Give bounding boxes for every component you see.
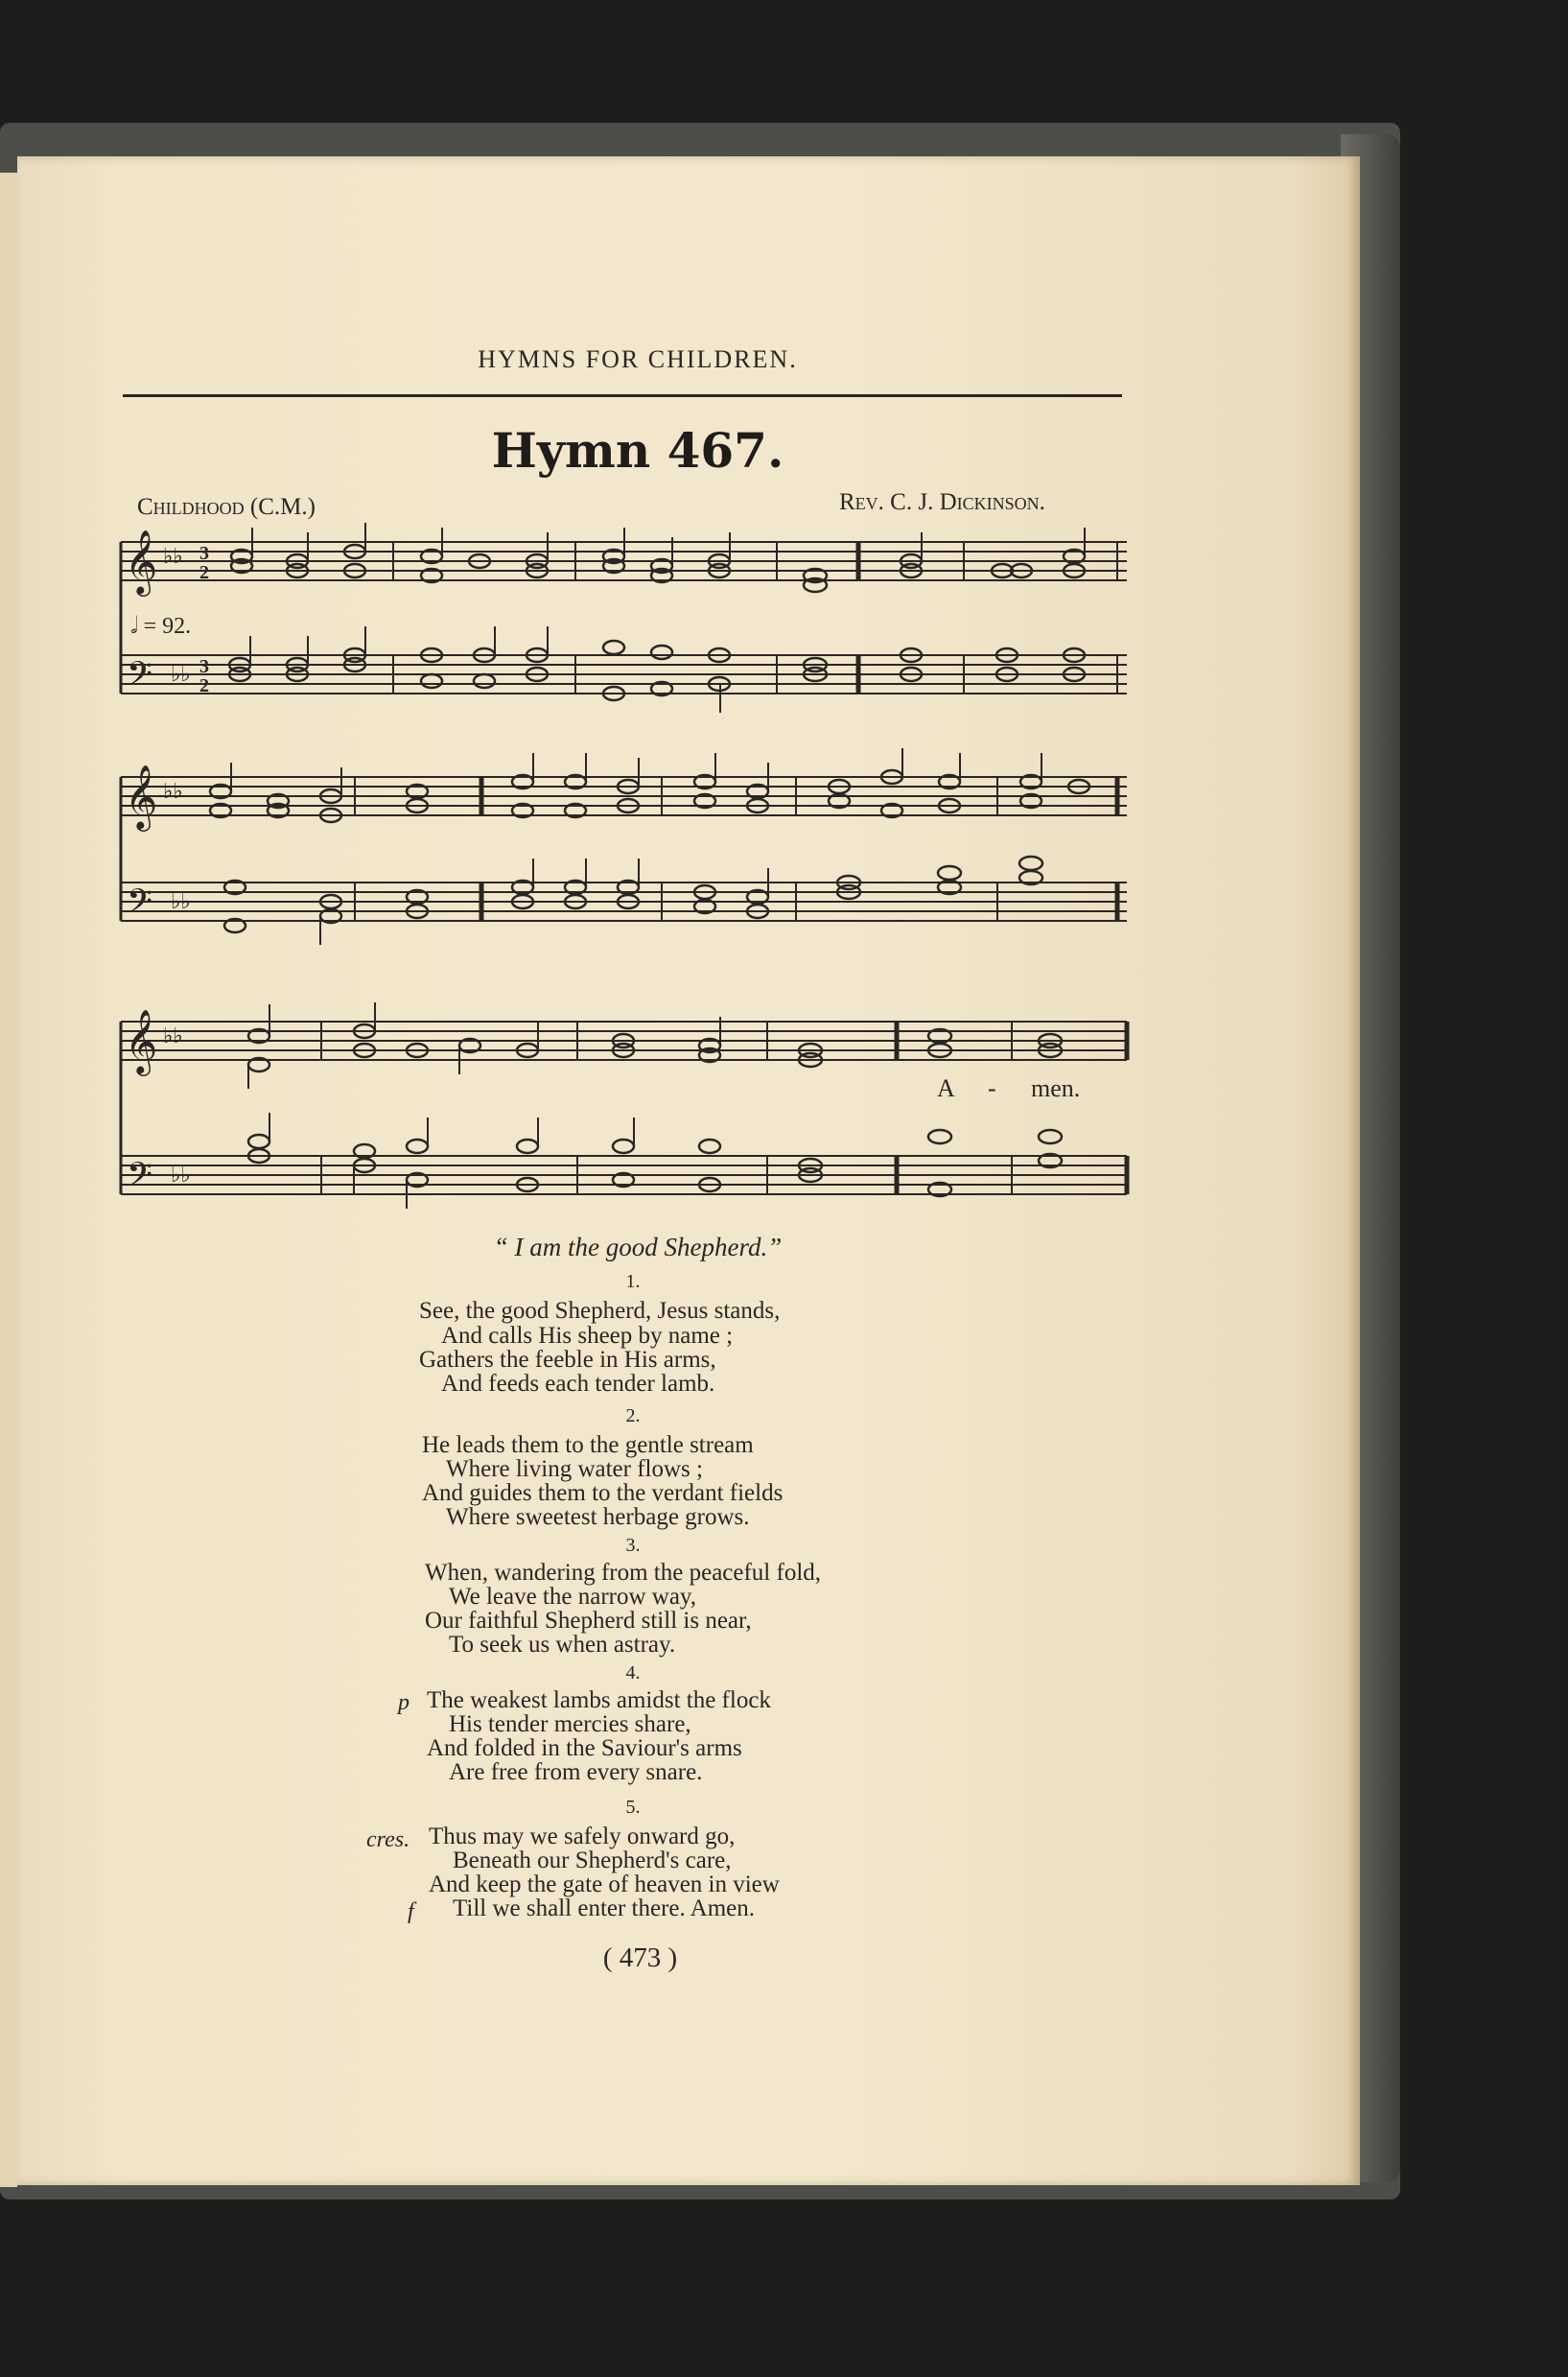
hymn-epigraph: “ I am the good Shepherd.” <box>493 1233 783 1261</box>
music-system-3 <box>115 993 1132 1228</box>
verse-line: His tender mercies share, <box>449 1711 691 1737</box>
verse-number: 1. <box>625 1271 641 1292</box>
verse-line: Are free from every snare. <box>449 1759 703 1785</box>
dynamic-marking: p <box>398 1690 410 1715</box>
verse-number: 4. <box>625 1662 641 1683</box>
svg-text:♭♭: ♭♭ <box>163 1024 183 1047</box>
svg-text:3: 3 <box>199 543 209 564</box>
svg-text:♭♭: ♭♭ <box>171 1163 191 1187</box>
svg-text:𝄞: 𝄞 <box>125 764 158 829</box>
verse-line: The weakest lambs amidst the flock <box>427 1687 771 1713</box>
amen-syllable-men: men. <box>1031 1074 1081 1102</box>
verse-line: Thus may we safely onward go, <box>429 1824 736 1849</box>
verse-line: When, wandering from the peaceful fold, <box>425 1560 822 1586</box>
verse-line: And feeds each tender lamb. <box>441 1371 715 1397</box>
svg-text:𝄞: 𝄞 <box>125 1008 158 1073</box>
composer-credit: Rev. C. J. Dickinson. <box>839 489 1045 515</box>
verse-line: And calls His sheep by name ; <box>441 1323 734 1349</box>
svg-text:♭♭: ♭♭ <box>171 662 191 686</box>
verse-line: See, the good Shepherd, Jesus stands, <box>419 1298 781 1324</box>
amen-syllable-hyphen: - <box>988 1074 996 1102</box>
verse-line: Till we shall enter there. Amen. <box>453 1895 755 1921</box>
header-rule <box>123 394 1122 397</box>
verse-line: To seek us when astray. <box>449 1632 676 1658</box>
verse-line: Where sweetest herbage grows. <box>446 1504 750 1530</box>
dynamic-marking: f <box>408 1899 414 1924</box>
svg-text:𝄢: 𝄢 <box>127 654 153 701</box>
svg-text:2: 2 <box>199 675 209 696</box>
verse-number: 2. <box>625 1405 641 1426</box>
verse-line: Our faithful Shepherd still is near, <box>425 1608 752 1634</box>
verse-line: And guides them to the verdant fields <box>422 1480 784 1506</box>
verse-line: And folded in the Saviour's arms <box>427 1735 742 1761</box>
amen-syllable-a: A <box>937 1074 955 1102</box>
verse-line: He leads them to the gentle stream <box>422 1432 754 1458</box>
svg-text:𝄢: 𝄢 <box>127 1155 153 1202</box>
verse-number: 5. <box>625 1797 641 1818</box>
music-system-1 <box>115 513 1132 724</box>
svg-text:♭♭: ♭♭ <box>163 544 183 568</box>
svg-text:2: 2 <box>199 562 209 583</box>
svg-text:3: 3 <box>199 656 209 677</box>
verse-line: We leave the narrow way, <box>449 1584 697 1610</box>
tune-name: Childhood (C.M.) <box>137 494 316 520</box>
verse-line: Gathers the feeble in His arms, <box>419 1347 716 1373</box>
page-number: ( 473 ) <box>602 1942 678 1973</box>
svg-text:𝄢: 𝄢 <box>127 882 153 929</box>
verse-line: Beneath our Shepherd's care, <box>453 1847 732 1873</box>
svg-text:♭♭: ♭♭ <box>163 779 183 803</box>
verse-number: 3. <box>625 1535 641 1556</box>
music-system-2 <box>115 739 1132 969</box>
verse-line: Where living water flows ; <box>446 1456 703 1482</box>
hymn-title: Hymn 467. <box>491 422 784 479</box>
svg-text:𝄞: 𝄞 <box>125 529 158 594</box>
running-head: HYMNS FOR CHILDREN. <box>478 345 798 373</box>
tempo-marking: 𝅗𝅥 = 92. <box>130 614 192 639</box>
svg-text:♭♭: ♭♭ <box>171 889 191 913</box>
verse-line: And keep the gate of heaven in view <box>429 1871 780 1897</box>
dynamic-marking: cres. <box>366 1827 410 1852</box>
